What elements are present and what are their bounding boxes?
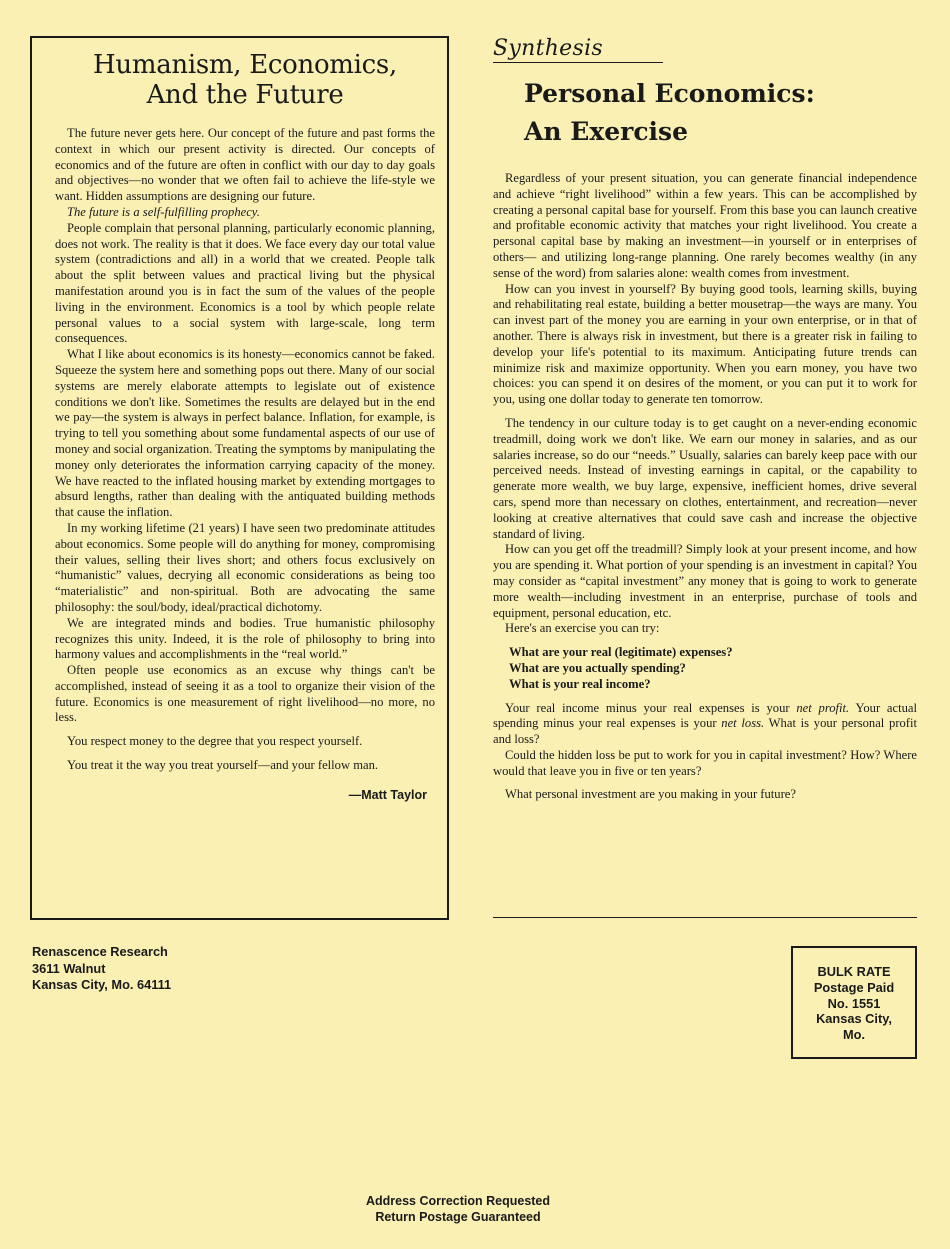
article-paragraph: The tendency in our culture today is to get caught on a never-ending economic treadmill, doing work we don't like. We earn our money in salaries, and as our salaries increase, so do our “needs.” Usually, salaries can barely keep pace with our perceived needs. Instead of investing earnings in capital, or the capability to generate more wealth, we buy large, expensive, inefficient homes, drive several cars, spend more than necessary on clothes, entertainment, and recreation—never looking at creative alternatives that could save cash and increase the objective standard of living. (493, 415, 917, 541)
humanism-article-title (55, 50, 435, 110)
exercise-questions (493, 645, 917, 692)
footer-line: Return Postage Guaranteed (375, 1210, 541, 1224)
title-line-2: An Exercise (524, 117, 689, 146)
article-paragraph: Could the hidden loss be put to work for you in capital investment? How? Where would that leave you in five or ten years? (493, 747, 917, 778)
title-line-2: And the Future (146, 80, 344, 110)
title-line-1: Personal Economics: (524, 79, 815, 108)
synthesis-article-title (524, 75, 917, 151)
footer-line: Address Correction Requested (365, 1194, 551, 1208)
postage-line: No. 1551 (827, 995, 881, 1011)
article-paragraph: You treat it the way you treat yourself—and your fellow man. (67, 758, 379, 773)
article-paragraph: In my working lifetime (21 years) I have seen two predominate attitudes about economics. Some people will do anything for money, compromising their values, selling their lives short; and others focus exclusively on “humanistic” values, decrying all economic considerations as being too “materialistic” and non-spiritual. Both are advocating the same philosophy: the soul/body, ideal/practical dichotomy. (55, 520, 435, 614)
postal-footer-note (0, 1193, 916, 1225)
section-label: Synthesis (493, 36, 604, 61)
net-text-3: What is your personal profit and loss? (493, 716, 918, 747)
return-address-line: Kansas City, Mo. 64111 (32, 977, 172, 992)
section-label-underline (493, 62, 663, 63)
article-paragraph: Here's an exercise you can try: (505, 621, 660, 636)
article-paragraph: What personal investment are you making in your future? (505, 787, 796, 802)
synthesis-article-body (493, 171, 917, 803)
humanism-article-box (30, 36, 449, 920)
net-text-1: Your real income minus your real expenses is your (505, 700, 797, 715)
article-paragraph: How can you invest in yourself? By buying good tools, learning skills, buying and rehabilitating real estate, building a better mousetrap—the ways are many. You can invest part of the money you are earning in your own enterprise, or in that of another. There is always risk in investment, but there is a greater risk in failing to develop your life's potential to its maximum. Anticipating future trends can minimize risk and maximize opportunity. When you earn money, you have two choices: you can spend it on desires of the moment, or you can put it to work for you, using one dollar today to generate ten tomorrow. (493, 281, 917, 407)
net-text-2: Your actual spending minus your real expenses is your (493, 700, 917, 731)
article-paragraph-italic: The future is a self-fulfilling prophecy. (67, 204, 260, 219)
synthesis-closing-rule (493, 917, 917, 918)
net-profit-term: net profit. (796, 700, 850, 715)
postage-indicia-box (791, 946, 917, 1059)
postage-line: BULK RATE (817, 964, 891, 979)
article-paragraph: Regardless of your present situation, you can generate financial independence and achieve “right livelihood” within a few years. This can be accomplished by creating a personal capital base for yourself. From this base you can launch creative and profitable economic activity that matches your right livelihood. You create a personal capital base by making an investment—in yourself or in enterprises of others— and utilizing long-range planning. One rarely becomes wealthy (in any sense of the word) from salaries alone: wealth comes from investment. (493, 171, 917, 280)
return-address-line: 3611 Walnut (32, 960, 106, 976)
article-paragraph: What I like about economics is its honesty—economics cannot be faked. Squeeze the system here and something pops out there. Many of our social systems are merely elaborate attempts to legislate out of existence conditions we don't like. Sometimes the results are delayed but in the end we pay—the system is always in perfect balance. Inflation, for example, is trying to tell you something about some fundamental aspects of our use of money and social organization. Treating the symptoms by manipulating the money only deteriorates the information carrying capacity of the money. We have reacted to the inflated housing market by extending mortgages to absurd lengths, rather than dealing with the antiquated building methods that cause the inflation. (55, 347, 435, 520)
title-line-1: Humanism, Economics, (93, 50, 397, 80)
exercise-question: What are you actually spending? (509, 660, 686, 675)
article-paragraph: Often people use economics as an excuse why things can't be accomplished, instead of seeing it as a tool to organize their vision of the future. Economics is one measurement of right livelihood—no more, no less. (55, 663, 435, 725)
postage-line: Postage Paid (813, 979, 895, 995)
postage-line: Mo. (842, 1027, 866, 1043)
article-paragraph: The future never gets here. Our concept of the future and past forms the context in which our present activity is directed. Our concepts of economics and of the future are often in conflict with our day to day goals and objectives—no wonder that we often fail to achieve the life-style we want. Hidden assumptions are designing our future. (55, 126, 435, 204)
humanism-article-body (55, 126, 435, 774)
article-paragraph: You respect money to the degree that you respect yourself. (67, 734, 363, 749)
synthesis-article (493, 36, 917, 803)
author-signature: —Matt Taylor (348, 787, 427, 802)
article-paragraph: How can you get off the treadmill? Simply look at your present income, and how you are spending it. What portion of your spending is an investment in capital? You may consider as “capital investment” any money that is going to work to generate more wealth—including investment in an enterprise, purchase of tools and equipment, personal education, etc. (493, 542, 917, 620)
net-profit-paragraph (493, 701, 917, 748)
return-address-line: Renascence Research (32, 944, 168, 959)
exercise-question: What are your real (legitimate) expenses? (509, 645, 733, 660)
postage-line: Kansas City, (816, 1011, 892, 1027)
net-loss-term: net loss. (721, 716, 765, 731)
article-paragraph: We are integrated minds and bodies. True humanistic philosophy recognizes this unity. Indeed, it is the role of philosophy to bring into harmony values and accomplishments in the “real world.” (55, 615, 435, 662)
article-paragraph: People complain that personal planning, particularly economic planning, does not work. The reality is that it does. We face every day our total value system (contradictions and all) in a world that we created. People talk about the split between values and practical living but the physical manifestation around you is in fact the sum of the values of the people living in the environment. Economics is a tool by which people relate personal values to a social system with large-scale, long term consequences. (55, 220, 435, 346)
return-address (32, 944, 171, 994)
exercise-question: What is your real income? (509, 676, 651, 691)
